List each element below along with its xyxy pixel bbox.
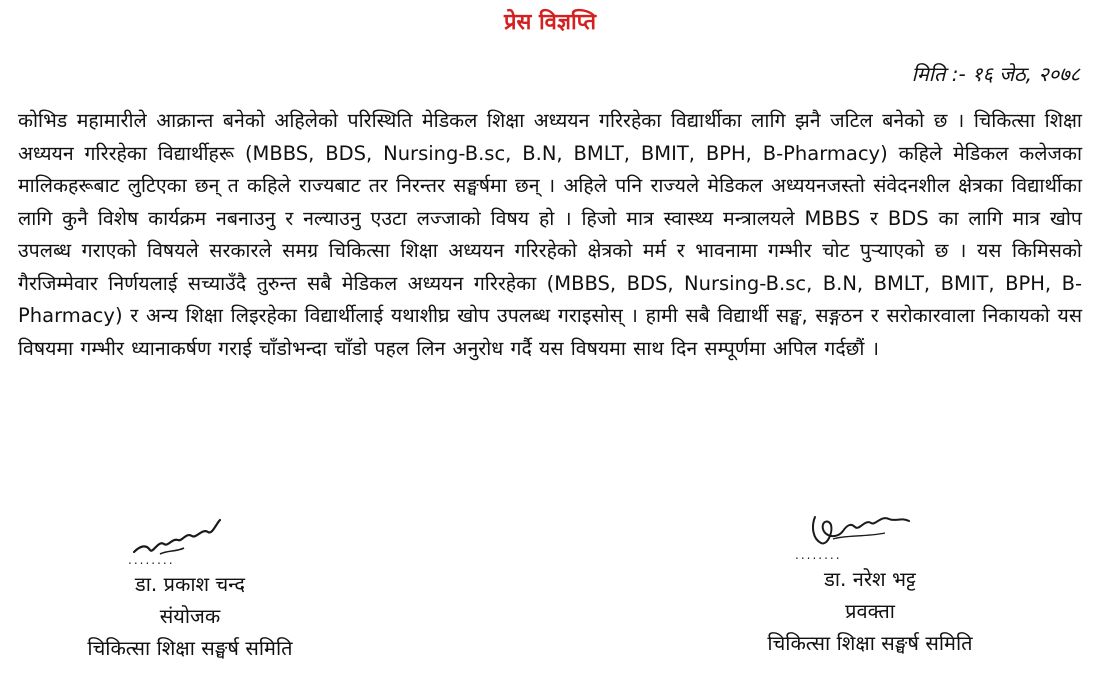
signatory-right [690,505,1050,659]
signature-image-left [120,510,240,568]
signature-dots-left: ........ [128,553,175,567]
signatory-role-right: प्रवक्ता [845,599,895,623]
signatory-left [0,510,380,664]
signatory-org-right: चिकित्सा शिक्षा सङ्घर्ष समिति [767,631,973,655]
document-title: प्रेस विज्ञप्ति [503,10,597,35]
signatory-role-left: संयोजक [159,604,221,628]
signature-dots-right: ........ [795,548,842,562]
document-body: कोभिड महामारीले आक्रान्त बनेको अहिलेको परिस्थिति मेडिकल शिक्षा अध्ययन गरिरहेका विद्यार्थीका लागि झनै जटिल बनेको छ । चिकित्सा शिक्षा अध्ययन गरिरहेका विद्यार्थीहरू (MBBS, BDS, Nursing-B.sc, B.N, BMLT, BMIT, BPH, B-Pharmacy) कहिले मेडिकल कलेजका मालिकहरूबाट लुटिएका छन् त कहिले राज्यबाट तर निरन्तर सङ्घर्षमा छन् । अहिले पनि राज्यले मेडिकल अध्ययनजस्तो संवेदनशील क्षेत्रका विद्यार्थीका लागि कुनै विशेष कार्यक्रम नबनाउनु र नल्याउनु एउटा लज्जाको विषय हो । हिजो मात्र स्वास्थ्य मन्त्रालयले MBBS र BDS का लागि मात्र खोप उपलब्ध गराएको विषयले सरकारले समग्र चिकित्सा शिक्षा अध्ययन गरिरहेको क्षेत्रको मर्म र भावनामा गम्भीर चोट पुर्‍याएको छ । यस किमिसको गैरजिम्मेवार निर्णयलाई सच्याउँदै तुरुन्त सबै मेडिकल अध्ययन गरिरहेका (MBBS, BDS, Nursing-B.sc, B.N, BMLT, BMIT, BPH, B-Pharmacy) र अन्य शिक्षा लिइरहेका विद्यार्थीलाई यथाशीघ्र खोप उपलब्ध गराइसोस् । हामी सबै विद्यार्थी सङ्घ, सङ्गठन र सरोकारवाला निकायको यस विषयमा गम्भीर ध्यानाकर्षण गराई चाँडोभन्दा चाँडो पहल लिन अनुरोध गर्दै यस विषयमा साथ दिन सम्पूर्णमा अपिल गर्दछौं । [18,109,1082,360]
document-date: मिति :- १६ जेठ, २०७८ [911,62,1080,86]
signatory-org-left: चिकित्सा शिक्षा सङ्घर्ष समिति [87,636,293,660]
signatory-name-right: डा. नरेश भट्ट [824,567,916,591]
signature-image-right [785,505,935,563]
signatory-name-left: डा. प्रकाश चन्द [135,572,245,596]
